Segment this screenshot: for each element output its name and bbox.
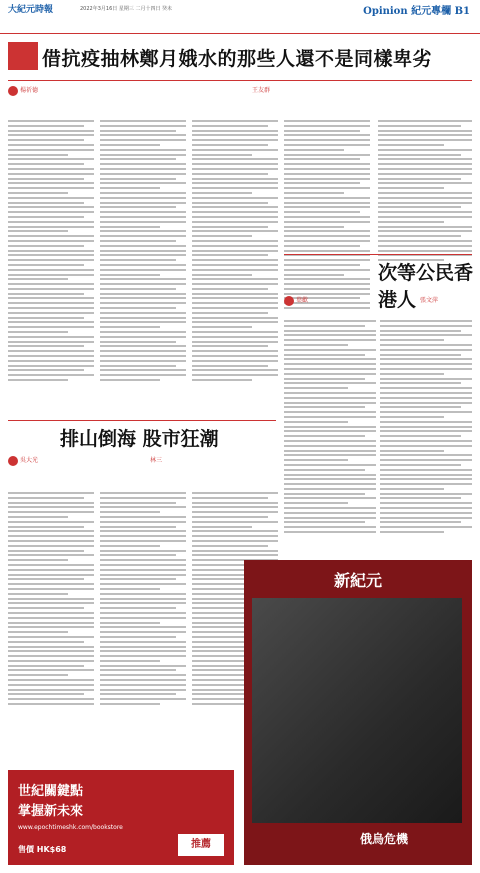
article3-title: 排山倒海 股市狂潮	[60, 428, 219, 450]
article2-author2: 張文萍	[420, 297, 439, 304]
article1-author2: 王友群	[252, 87, 271, 94]
masthead	[0, 0, 480, 34]
article1-title: 借抗疫抽林鄭月娥水的那些人還不是同樣卑劣	[42, 48, 433, 70]
headline-accent	[8, 42, 38, 70]
ad-title2: 掌握新未來	[18, 804, 84, 819]
article3-col2	[100, 492, 186, 708]
article3-author: 吳大光	[20, 457, 39, 464]
article1-col2	[100, 120, 186, 384]
book-subtitle: 俄烏危機	[360, 832, 409, 846]
section-title: Opinion 紀元專欄 B1	[363, 6, 470, 17]
article3-col1	[8, 492, 94, 708]
article1-col4	[284, 120, 370, 312]
divider	[284, 254, 472, 255]
issue-date: 2022年3月16日 星期三 二月十四日 癸未	[80, 6, 173, 12]
ad-url[interactable]: www.epochtimeshk.com/bookstore	[18, 824, 123, 831]
author-icon	[284, 296, 294, 306]
article2-title: 次等公民香港人	[378, 262, 474, 311]
article1-col1	[8, 120, 94, 384]
article1-col5	[378, 120, 472, 264]
ad-title1: 世紀關鍵點	[18, 784, 84, 799]
ad-tag[interactable]: 推薦	[178, 834, 224, 856]
divider	[8, 420, 276, 421]
divider	[8, 80, 472, 81]
bookstore-ad[interactable]	[8, 770, 234, 865]
cover-photo	[252, 598, 462, 823]
article3-author2: 林三	[150, 457, 163, 464]
book-title: 新紀元	[333, 571, 382, 590]
article2-col2	[380, 320, 472, 536]
logo: 大紀元時報	[8, 5, 54, 15]
article2-author: 葉歡	[296, 297, 309, 304]
author-icon	[8, 456, 18, 466]
article1-author: 楊祈德	[20, 87, 39, 94]
article1-col3	[192, 120, 278, 384]
ad-price: 售價 HK$68	[18, 845, 67, 854]
author-icon	[8, 86, 18, 96]
article2-col1	[284, 320, 376, 536]
